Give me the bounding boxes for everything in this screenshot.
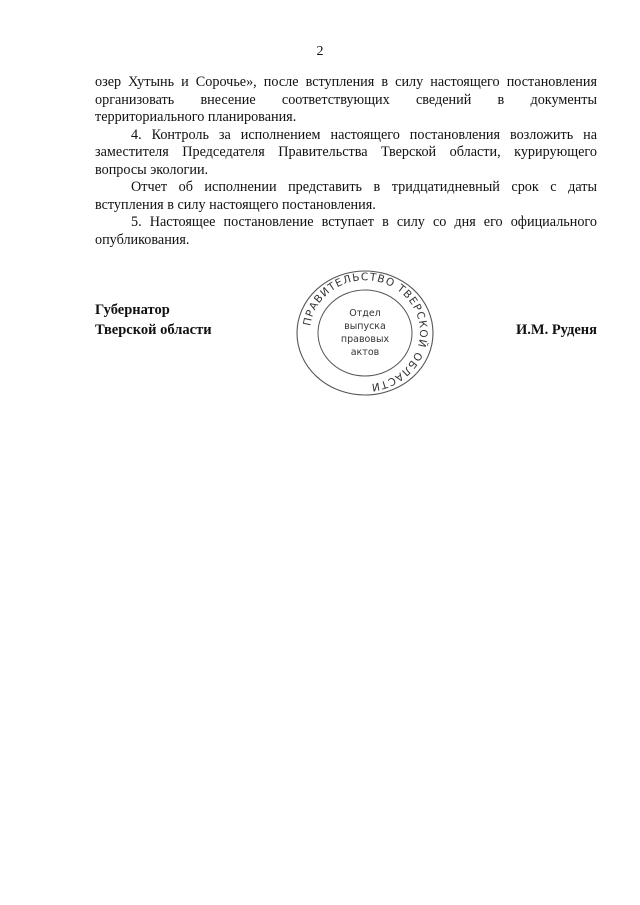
document-body bbox=[95, 74, 597, 249]
paragraph-line: организовать внесение соответствующих сведений в документы bbox=[95, 91, 597, 108]
signatory-name: И.М. Руденя bbox=[515, 322, 597, 338]
official-seal bbox=[290, 268, 440, 398]
signature-title bbox=[95, 300, 212, 340]
seal-ring-text: ПРАВИТЕЛЬСТВО ТВЕРСКОЙ ОБЛАСТИ bbox=[301, 271, 430, 394]
seal-center-line: актов bbox=[350, 347, 380, 358]
paragraph-line: озер Хутынь и Сорочье», после вступления в силу настоящего постановления bbox=[95, 74, 597, 90]
signature-title-line: Тверской области bbox=[95, 322, 212, 338]
seal-graphic bbox=[290, 268, 440, 398]
paragraph-report: Отчет об исполнении представить в тридцатидневный срок с даты вступления в силу настоящего постановления. bbox=[95, 179, 597, 213]
seal-center-line: Отдел bbox=[349, 308, 381, 319]
paragraph-control: 4. Контроль за исполнением настоящего постановления возложить на заместителя Председателя Правительства Тверской области, курирующего вопросы экологии. bbox=[95, 126, 597, 178]
signature-title-line: Губернатор bbox=[95, 302, 170, 318]
page-number: 2 bbox=[316, 44, 324, 59]
seal-center-line: выпуска bbox=[344, 321, 386, 332]
seal-center-line: правовых bbox=[340, 334, 390, 345]
paragraph-effective-date: 5. Настоящее постановление вступает в силу со дня его официального опубликования. bbox=[95, 214, 597, 248]
paragraph-line: территориального планирования. bbox=[95, 109, 297, 125]
